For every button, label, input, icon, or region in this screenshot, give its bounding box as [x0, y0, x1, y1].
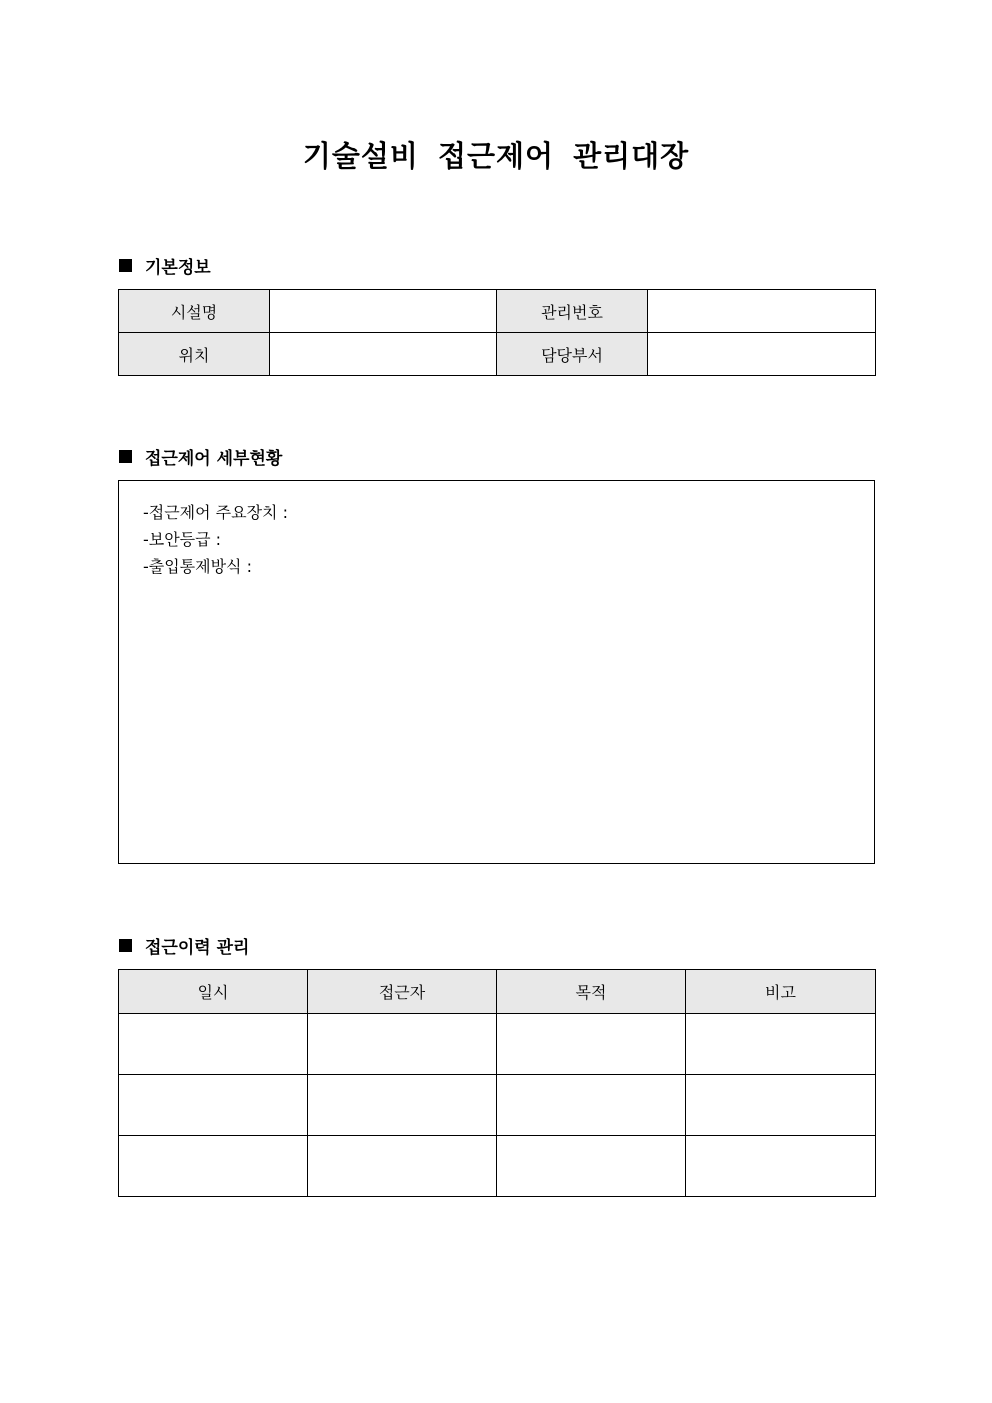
section-heading-access-detail [119, 444, 282, 468]
datetime-cell[interactable] [119, 1136, 308, 1197]
column-header-accessor: 접근자 [308, 970, 497, 1014]
accessor-cell[interactable] [308, 1075, 497, 1136]
datetime-cell[interactable] [119, 1075, 308, 1136]
table-row [119, 1136, 876, 1197]
remarks-cell[interactable] [686, 1014, 876, 1075]
remarks-cell[interactable] [686, 1075, 876, 1136]
purpose-cell[interactable] [497, 1075, 686, 1136]
datetime-cell[interactable] [119, 1014, 308, 1075]
security-level-line: -보안등급 : [143, 530, 222, 549]
section-heading-label: 접근제어 세부현황 [145, 448, 283, 469]
remarks-cell[interactable] [686, 1136, 876, 1197]
table-row [119, 1014, 876, 1075]
table-header-row [119, 970, 876, 1014]
management-number-label: 관리번호 [497, 290, 648, 333]
column-header-purpose: 목적 [497, 970, 686, 1014]
accessor-cell[interactable] [308, 1136, 497, 1197]
facility-name-label: 시설명 [119, 290, 270, 333]
section-heading-label: 접근이력 관리 [145, 937, 250, 958]
square-bullet-icon [119, 939, 132, 952]
table-row [119, 290, 876, 333]
column-header-datetime: 일시 [119, 970, 308, 1014]
table-row [119, 1075, 876, 1136]
table-row [119, 333, 876, 376]
access-device-line: -접근제어 주요장치 : [143, 503, 288, 522]
access-history-table [118, 969, 876, 1197]
section-heading-basic-info [119, 253, 211, 277]
section-heading-label: 기본정보 [145, 257, 211, 278]
location-field[interactable] [270, 333, 497, 376]
section-heading-access-history [119, 933, 249, 957]
access-detail-box[interactable] [118, 480, 875, 864]
department-label: 담당부서 [497, 333, 648, 376]
entry-control-method-line: -출입통제방식 : [143, 557, 252, 576]
management-number-field[interactable] [648, 290, 876, 333]
department-field[interactable] [648, 333, 876, 376]
purpose-cell[interactable] [497, 1136, 686, 1197]
purpose-cell[interactable] [497, 1014, 686, 1075]
basic-info-table [118, 289, 876, 376]
square-bullet-icon [119, 259, 132, 272]
column-header-remarks: 비고 [686, 970, 876, 1014]
accessor-cell[interactable] [308, 1014, 497, 1075]
location-label: 위치 [119, 333, 270, 376]
page-title: 기술설비 접근제어 관리대장 [302, 139, 690, 173]
facility-name-field[interactable] [270, 290, 497, 333]
square-bullet-icon [119, 450, 132, 463]
